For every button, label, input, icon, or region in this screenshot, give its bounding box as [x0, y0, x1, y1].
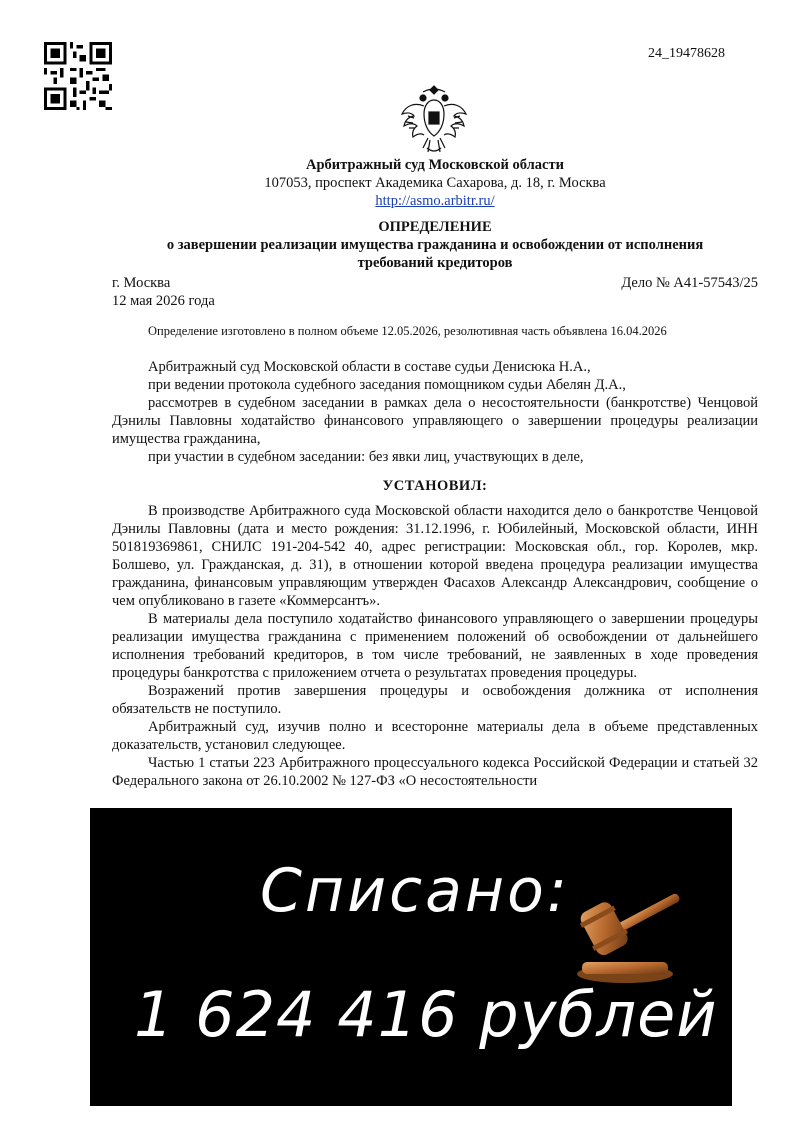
written-off-banner: [90, 808, 732, 1106]
document-type: ОПРЕДЕЛЕНИЕ: [378, 219, 492, 235]
document-date: 12 мая 2026 года: [112, 293, 215, 309]
body-paragraph: Арбитражный суд, изучив полно и всесторонне материалы дела в объеме представленных доказательств, установил следующее.: [112, 719, 758, 753]
court-name: Арбитражный суд Московской области: [306, 157, 564, 173]
document-subtitle: [112, 236, 758, 272]
court-address: 107053, проспект Академика Сахарова, д. 18, г. Москва: [264, 175, 606, 191]
qr-code: [44, 42, 112, 110]
intro-paragraph: при ведении протокола судебного заседания помощником судьи Абелян Д.А.,: [148, 377, 626, 393]
written-off-amount: 1 624 416 рублей: [134, 978, 718, 1051]
document-number: 24_19478628: [648, 46, 725, 61]
coat-of-arms-icon: [397, 80, 471, 156]
main-text-block: [112, 502, 758, 790]
gavel-icon: [560, 878, 690, 988]
made-note: Определение изготовлено в полном объеме 12.05.2026, резолютивная часть объявлена 16.04.2026: [148, 324, 667, 338]
body-paragraph: Частью 1 статьи 223 Арбитражного процессуального кодекса Российской Федерации и статьей 32 Федерального закона от 26.10.2002 № 127-ФЗ «О несостоятельности: [112, 755, 758, 789]
document-subtitle-line1: о завершении реализации имущества гражданина и освобождении от исполнения: [166, 237, 704, 253]
body-paragraph: В материалы дела поступило ходатайство финансового управляющего о завершении процедуры реализации имущества гражданина с применением положений об освобождении от дальнейшего исполнения требований кредиторов, в том числе требований, не заявленных в ходе проведения процедуры банкротства с приложением отчета о результатах проведения процедуры.: [112, 611, 758, 681]
intro-block: [112, 358, 758, 466]
document-city: г. Москва: [112, 275, 171, 291]
intro-paragraph: Арбитражный суд Московской области в составе судьи Денисюка Н.А.,: [148, 359, 591, 375]
body-paragraph: Возражений против завершения процедуры и освобождения должника от исполнения обязательств не поступило.: [112, 683, 758, 717]
intro-paragraph: при участии в судебном заседании: без явки лиц, участвующих в деле,: [148, 449, 584, 465]
banner-title: Списано:: [260, 856, 571, 926]
body-paragraph: В производстве Арбитражного суда Московской области находится дело о банкротстве Ченцовой Дэнилы Павловны (дата и место рождения: 31.12.1996, г. Юбилейный, Московской области, ИНН 501819369861, СНИЛС 191-204-542 40, адрес регистрации: Московская обл., гор. Королев, мкр. Болшево, ул. Гражданская, д. 31), в отношении которой введена процедура реализации имущества гражданина, финансовым управляющим утвержден Фасахов Александр Александрович, сообщение о чем опубликовано в газете «Коммерсантъ».: [112, 503, 758, 609]
case-number: Дело № А41-57543/25: [621, 275, 758, 291]
document-subtitle-line2: требований кредиторов: [357, 255, 513, 271]
court-website-link[interactable]: http://asmo.arbitr.ru/: [375, 193, 495, 209]
section-heading: УСТАНОВИЛ:: [382, 478, 488, 494]
intro-paragraph: рассмотрев в судебном заседании в рамках дела о несостоятельности (банкротстве) Ченцовой Дэнилы Павловны ходатайство финансового управляющего о завершении процедуры реализации имущества гражданина,: [112, 395, 758, 447]
